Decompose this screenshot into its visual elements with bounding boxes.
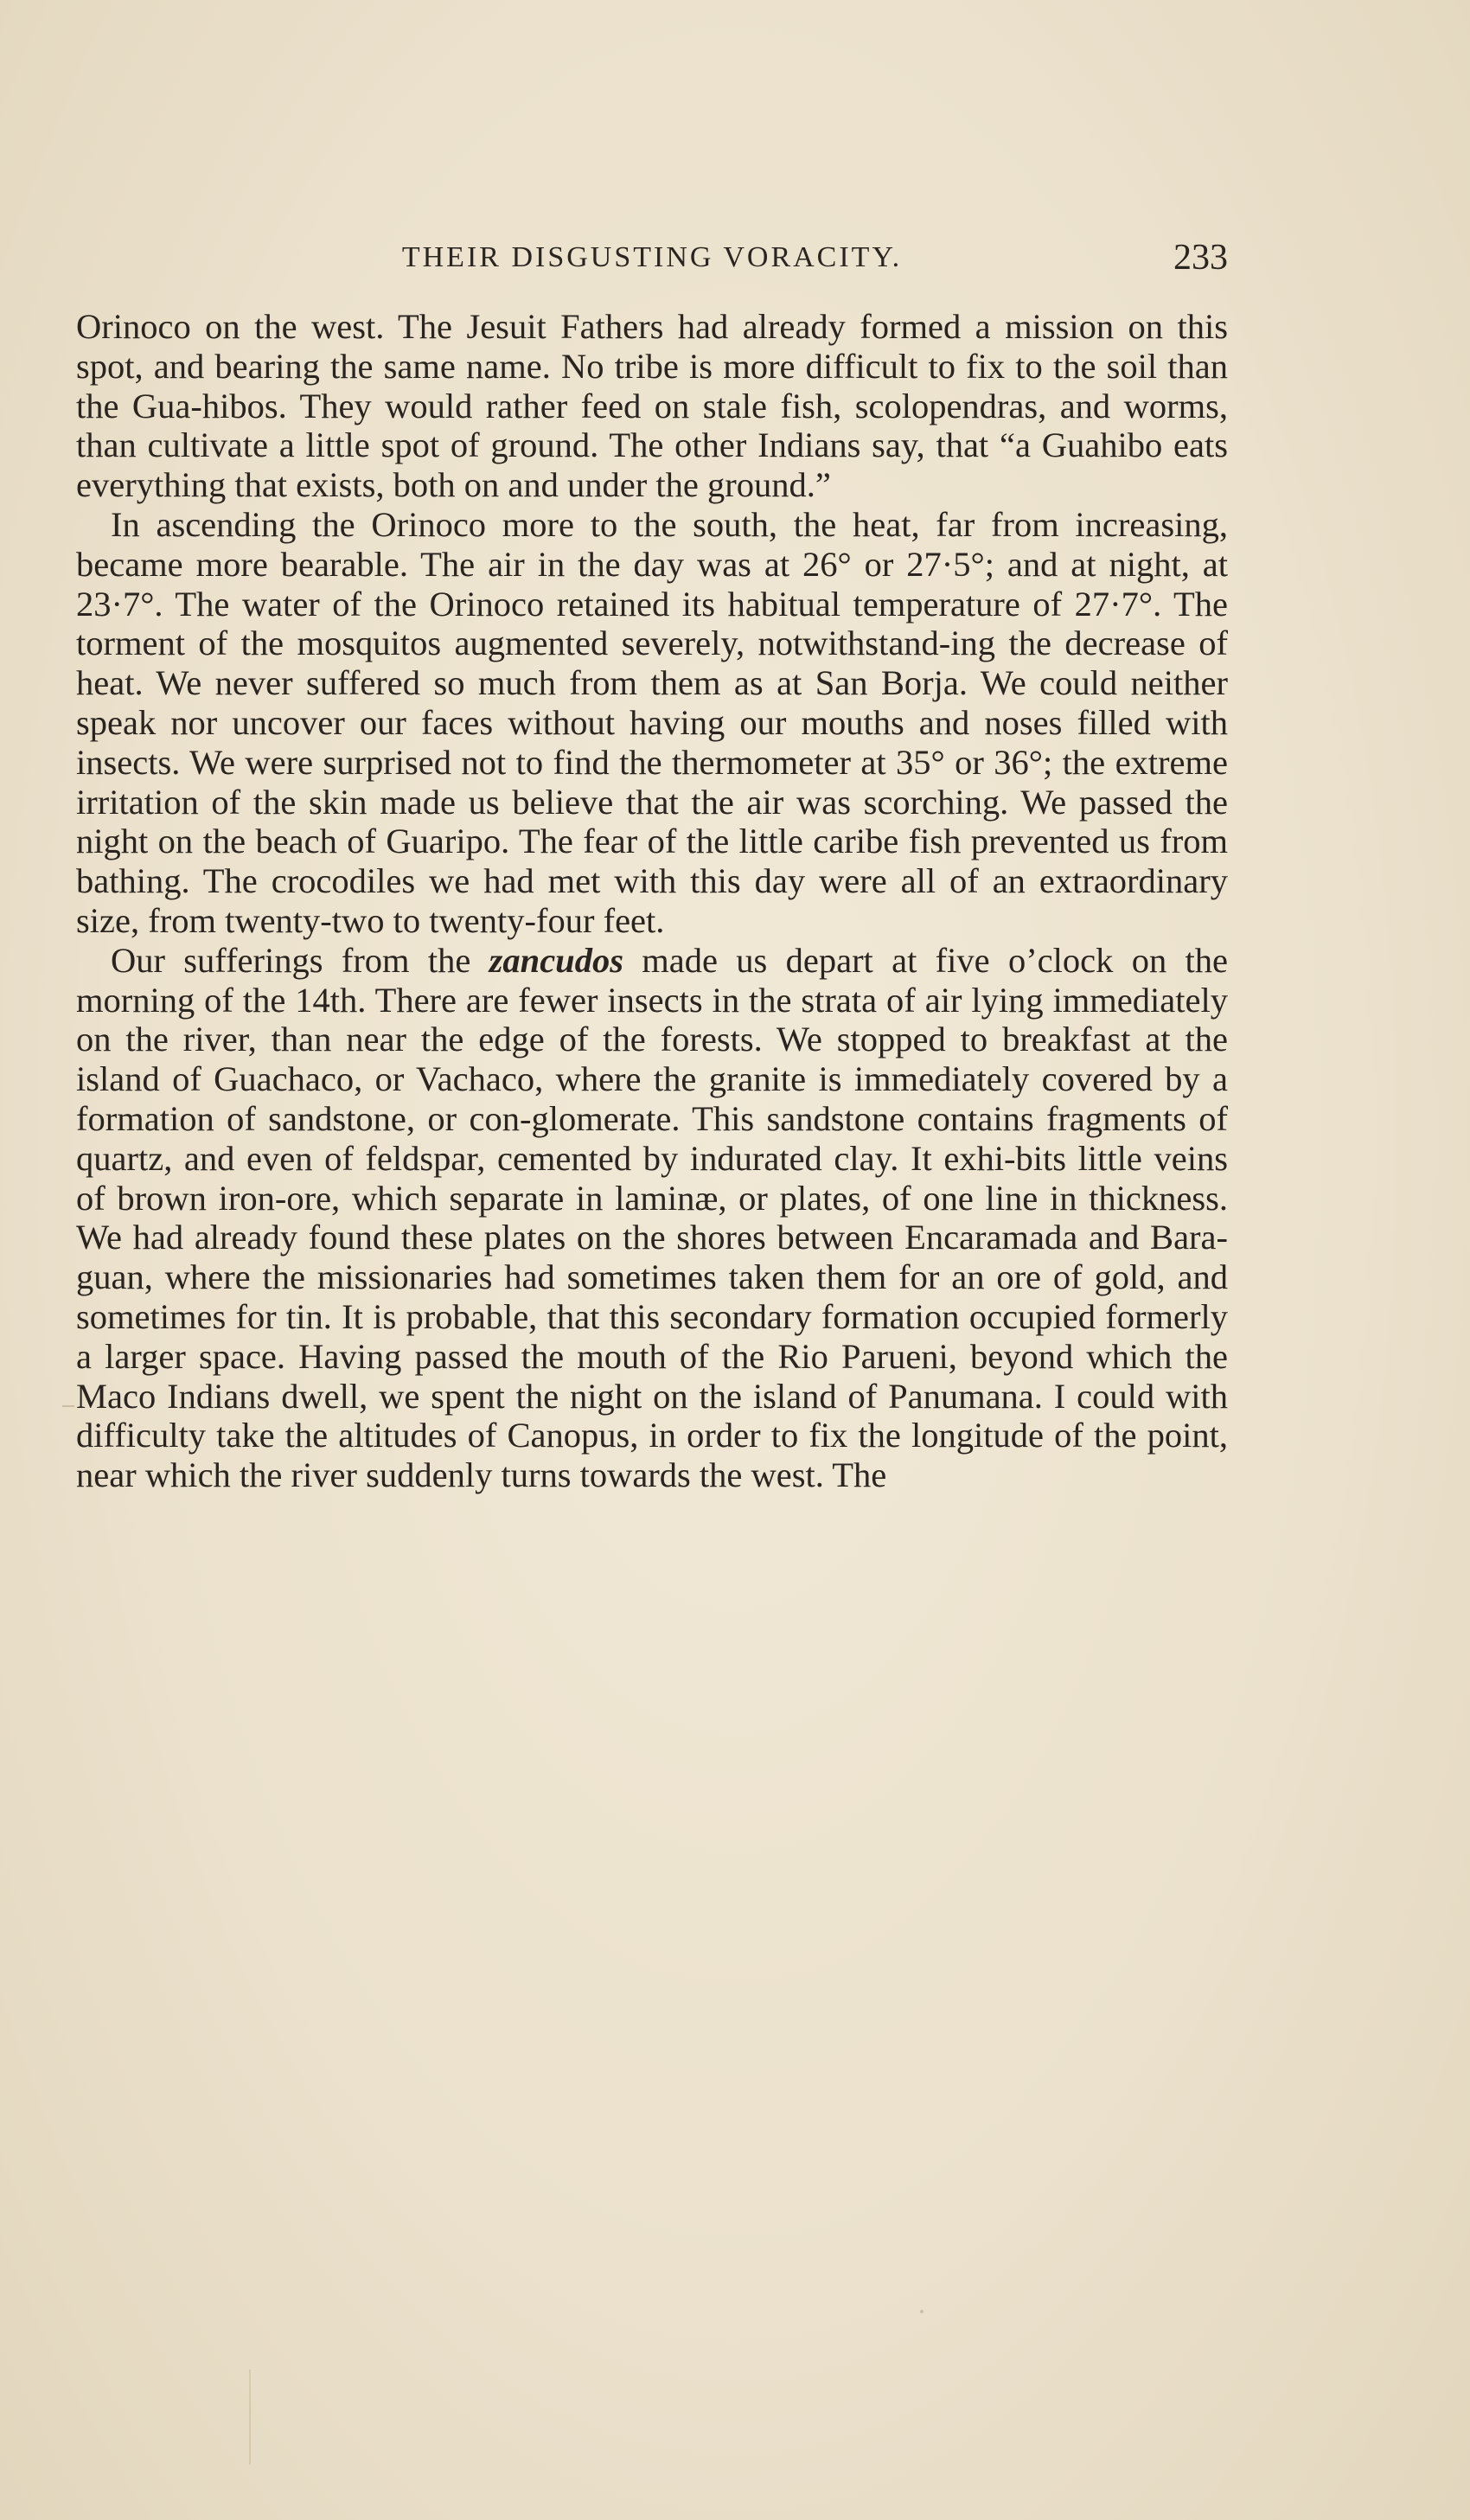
paragraph-2 (76, 505, 1228, 941)
page-header (76, 232, 1228, 284)
body-text (76, 307, 1228, 1495)
paragraph-3-text: Our sufferings from the (111, 940, 489, 980)
running-head: THEIR DISGUSTING VORACITY. (401, 241, 903, 273)
paragraph-1-text: Orinoco on the west. The Jesuit Fathers had already formed a mission on this spot, and bearing the same name. No tribe is more difficult to fix to the soil than the Gua-hibos. They would rather feed on stale fish, scolopendras, and worms, than cultivate a little spot of ground. The other Indians say, that “a Guahibo eats everything that exists, both on and under the ground.” (76, 307, 1228, 505)
paper-speck (920, 2310, 924, 2313)
page-number: 233 (1173, 238, 1228, 278)
margin-speck (62, 1405, 74, 1407)
paragraph-2-text: In ascending the Orinoco more to the south, the heat, far from increasing, became more bearable. The air in the day was at 26° or 27·5°; and at night, at 23·7°. The water of the Orinoco retained its habitual temperature of 27·7°. The torment of the mosquitos augmented severely, notwithstand-ing the decrease of heat. We never suffered so much from them as at San Borja. We could neither speak nor uncover our faces without having our mouths and noses filled with insects. We were surprised not to find the thermometer at 35° or 36°; the extreme irritation of the skin made us believe that the air was scorching. We passed the night on the beach of Guaripo. The fear of the little caribe fish prevented us from bathing. The crocodiles we had met with this day were all of an extraordinary size, from twenty-two to twenty-four feet. (76, 504, 1228, 940)
paragraph-1 (76, 307, 1228, 505)
paper-crease (249, 2370, 251, 2465)
paragraph-3-tail: made us depart at five o’clock on the morning of the 14th. There are fewer insects in the strata of air lying immediately on the river, than near the edge of the forests. We stopped to breakfast at the island of Guachaco, or Vachaco, where the granite is immediately covered by a formation of sandstone, or con-glomerate. This sandstone contains fragments of quartz, and even of feldspar, cemented by indurated clay. It exhi-bits little veins of brown iron-ore, which separate in laminæ, or plates, of one line in thickness. We had already found these plates on the shores between Encaramada and Bara-guan, where the missionaries had sometimes taken them for an ore of gold, and sometimes for tin. It is probable, that this secondary formation occupied formerly a larger space. Having passed the mouth of the Rio Parueni, beyond which the Maco Indians dwell, we spent the night on the island of Panumana. I could with difficulty take the altitudes of Canopus, in order to fix the longitude of the point, near which the river suddenly turns towards the west. The (76, 940, 1228, 1495)
paragraph-3 (76, 941, 1228, 1495)
paragraph-3-emphasis: zancudos (489, 940, 623, 980)
